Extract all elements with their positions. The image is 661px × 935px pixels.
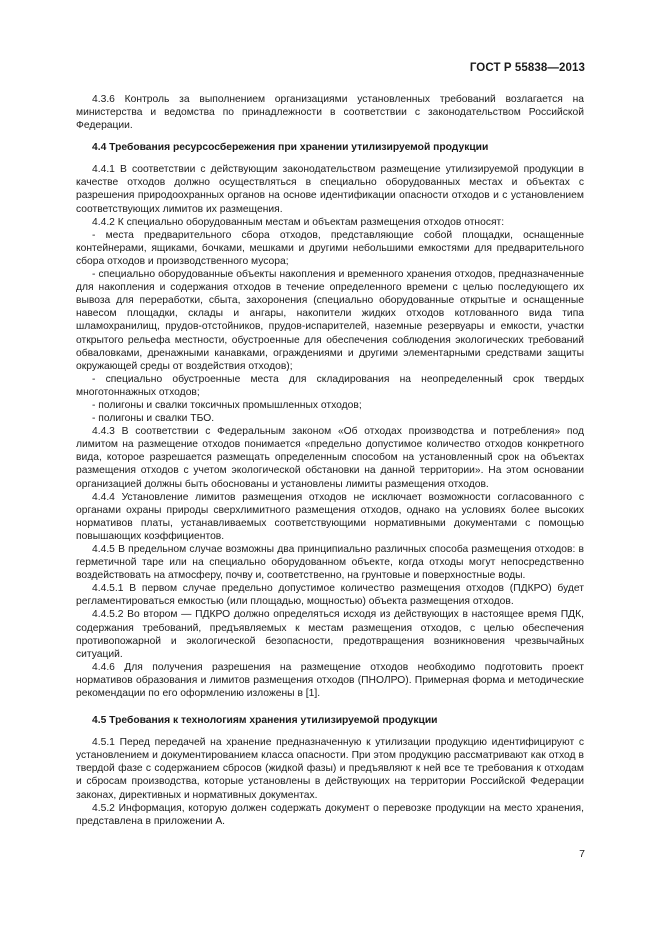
list-item: - полигоны и свалки ТБО.: [92, 413, 215, 425]
list-item: - места предварительного сбора отходов, представляющие собой площадки, оснащенные контейнерами, ящиками, бочками, мешками и другими небольшими емкостями для предварительного сбора отходов и производственного мусора;: [76, 229, 584, 267]
paragraph: 4.4.5.1 В первом случае предельно допустимое количество размещения отходов (ПДКРО) будет регламентироваться емкостью (или площадью, мощностью) объекта размещения отходов.: [76, 583, 584, 608]
page-number: 7: [579, 848, 585, 860]
document-code: ГОСТ Р 55838—2013: [469, 62, 585, 74]
paragraph: 4.4.4 Установление лимитов размещения отходов не исключает возможности согласованного с органами охраны природы сверхлимитного размещения отходов, однако на условиях более высоких нормативов платы, устанавливаемых соответствующими нормативными документами с помощью повышающих коэффициентов.: [76, 491, 584, 542]
list-item: - специально оборудованные объекты накопления и временного хранения отходов, предназначенные для накопления и содержания отходов в течение определенного времени с целью последующего их вывоза для переработки, сбыта, захоронения (специально оборудованные открытые и оснащенные навесом площадки, склады и ангары, накопители жидких отходов котлованного вида типа шламохранилищ, прудов-отстойников, прудов-испарителей, наземные резервуары и емкости, участки открытого рельефа местности, обустроенные для обеспечения соблюдения экологических требований обваловками, дренажными канавками, ограждениями и другими элементарными средствами защиты окружающей среды от воздействия отходов);: [76, 269, 584, 372]
paragraph: 4.4.2 К специально оборудованным местам и объектам размещения отходов относят:: [92, 216, 505, 228]
paragraph: 4.3.6 Контроль за выполнением организациями установленных требований возлагается на министерства и ведомства по принадлежности в соответствии с законодательством Российской Федерации.: [76, 94, 584, 132]
paragraph: 4.4.1 В соответствии с действующим законодательством размещение утилизируемой продукции в качестве отходов должно осуществляться в специально оборудованных местах и объектах с разрешения природоохранных органов на основе идентификации опасности отходов и с установлением соответствующих лимитов их размещения.: [76, 164, 584, 215]
paragraph: 4.5.1 Перед передачей на хранение предназначенную к утилизации продукцию идентифицируют с установлением и документированием класса опасности. При этом продукцию рассматривают как отход в твердой фазе с содержанием сбросов (жидкой фазы) и предъявляют к ней все те требования к отходам и сбросам производства, которые установлены в действующих на территории Российской Федерации законах, директивных и нормативных документах.: [76, 737, 584, 801]
paragraph: 4.4.5.2 Во втором — ПДКРО должно определяться исходя из действующих в настоящее время ПДК, содержания требований, предъявляемых к местам размещения отходов, с целью обеспечения противопожарной и экологической безопасности, предотвращения возникновения чрезвычайных ситуаций.: [76, 609, 584, 660]
paragraph: 4.4.3 В соответствии с Федеральным законом «Об отходах производства и потребления» под лимитом на размещение отходов понимается «предельно допустимое количество отходов конкретного вида, которое разрешается размещать определенным способом на установленный срок на объектах размещения отходов с учетом экологической обстановки на данной территории». На этом основании организацией должны быть обоснованы и установлены лимиты размещения отходов.: [76, 426, 584, 490]
paragraph: 4.5.2 Информация, которую должен содержать документ о перевозке продукции на место хранения, представлена в приложении А.: [76, 802, 584, 827]
section-heading-4-5: 4.5 Требования к технологиям хранения утилизируемой продукции: [92, 715, 438, 727]
document-body: [76, 93, 584, 828]
paragraph: 4.4.5 В предельном случае возможны два принципиально различных способа размещения отходов: в герметичной таре или на специально оборудованном объекте, когда отходы могут непосредственно воздействовать на атмосферу, почву и, соответственно, на грунтовые и поверхностные воды.: [76, 544, 584, 582]
paragraph: 4.4.6 Для получения разрешения на размещение отходов необходимо подготовить проект нормативов образования и лимитов размещения отходов (ПНОЛРО). Примерная форма и методические рекомендации по его оформлению изложены в [1].: [76, 661, 584, 700]
list-item: - полигоны и свалки токсичных промышленных отходов;: [92, 399, 362, 411]
list-item: - специально обустроенные места для складирования на неопределенный срок твердых многотоннажных отходов;: [76, 373, 584, 398]
section-heading-4-4: 4.4 Требования ресурсосбережения при хранении утилизируемой продукции: [92, 142, 489, 154]
